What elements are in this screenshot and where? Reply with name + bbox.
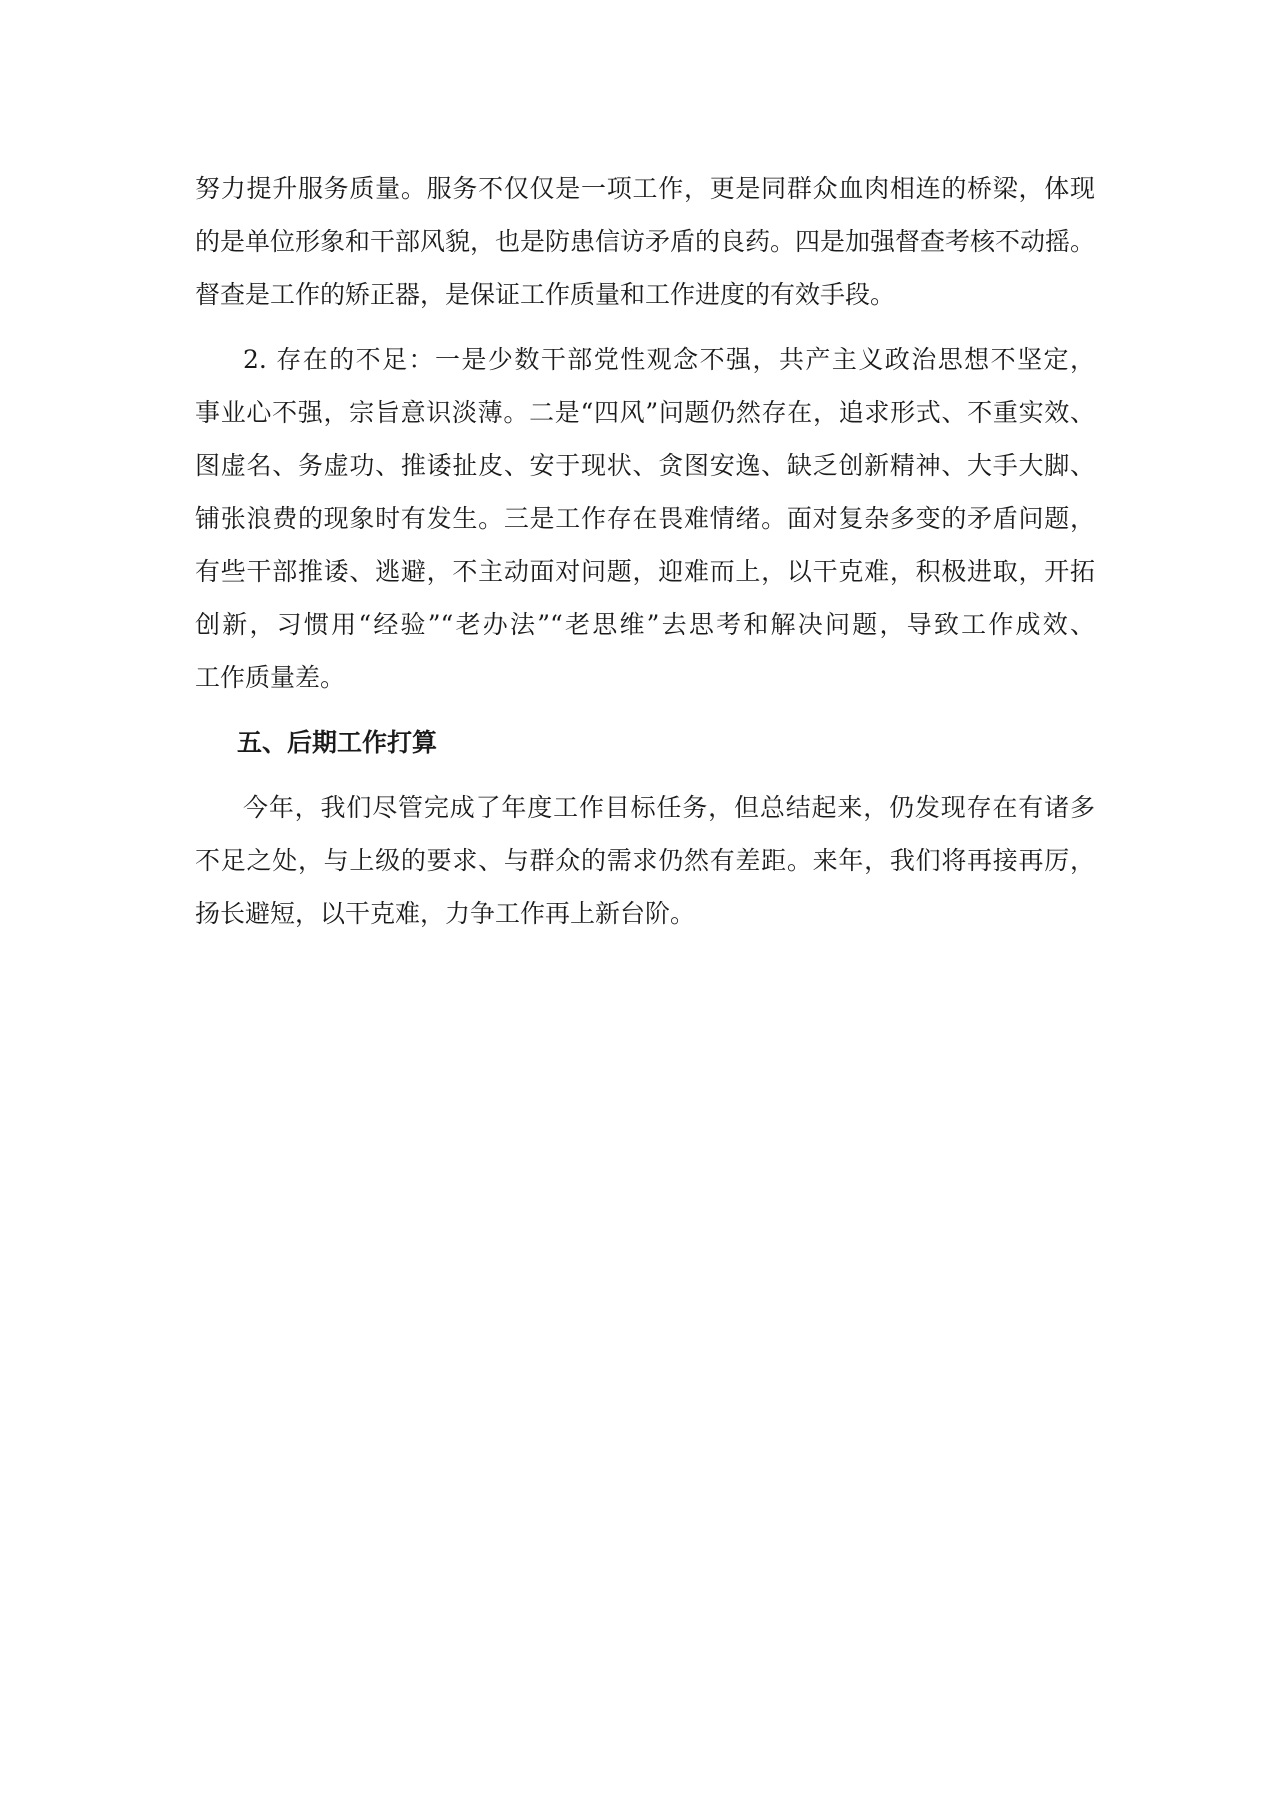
paragraph-service-quality bbox=[195, 162, 1095, 321]
section-heading-future-plans: 五、后期工作打算 bbox=[237, 728, 438, 757]
document-body bbox=[195, 162, 1095, 940]
paragraph-line: 工作质量差。 bbox=[195, 663, 346, 692]
paragraph-closing bbox=[195, 781, 1095, 940]
paragraph-line: 不足之处，与上级的要求、与群众的需求仍然有差距。来年，我们将再接再厉， bbox=[195, 846, 1095, 875]
paragraph-line: 事业心不强，宗旨意识淡薄。二是“四风”问题仍然存在，追求形式、不重实效、 bbox=[195, 398, 1095, 427]
paragraph-line: 2. 存在的不足：一是少数干部党性观念不强，共产主义政治思想不坚定， bbox=[243, 345, 1095, 374]
paragraph-line: 创新，习惯用“经验”“老办法”“老思维”去思考和解决问题，导致工作成效、 bbox=[195, 610, 1095, 639]
paragraph-line: 督查是工作的矫正器，是保证工作质量和工作进度的有效手段。 bbox=[195, 280, 896, 309]
paragraph-line: 图虚名、务虚功、推诿扯皮、安于现状、贪图安逸、缺乏创新精神、大手大脚、 bbox=[195, 451, 1095, 480]
paragraph-line: 今年，我们尽管完成了年度工作目标任务，但总结起来，仍发现存在有诸多 bbox=[243, 793, 1095, 822]
paragraph-line: 的是单位形象和干部风貌，也是防患信访矛盾的良药。四是加强督查考核不动摇。 bbox=[195, 227, 1096, 256]
paragraph-line: 努力提升服务质量。服务不仅仅是一项工作，更是同群众血肉相连的桥梁，体现 bbox=[195, 174, 1095, 203]
paragraph-line: 有些干部推诿、逃避，不主动面对问题，迎难而上，以干克难，积极进取，开拓 bbox=[195, 557, 1095, 586]
paragraph-line: 铺张浪费的现象时有发生。三是工作存在畏难情绪。面对复杂多变的矛盾问题， bbox=[195, 504, 1095, 533]
paragraph-shortcomings bbox=[195, 333, 1095, 704]
paragraph-line: 扬长避短，以干克难，力争工作再上新台阶。 bbox=[195, 899, 696, 928]
